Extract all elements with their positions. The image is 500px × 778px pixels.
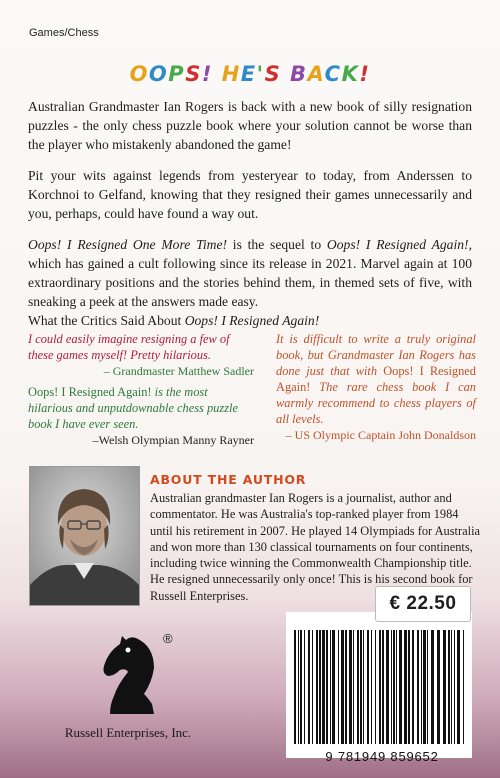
title-letter: S bbox=[185, 62, 202, 86]
barcode-bar bbox=[322, 630, 325, 744]
barcode-bar bbox=[386, 630, 389, 744]
barcode-bar bbox=[338, 630, 339, 744]
barcode-bar bbox=[363, 630, 364, 744]
title-letter bbox=[213, 62, 222, 86]
barcode-bar bbox=[308, 630, 310, 744]
barcode-bar bbox=[448, 630, 450, 744]
title-letter: O bbox=[129, 62, 149, 86]
price-sticker: € 22.50 bbox=[375, 586, 471, 622]
critics-heading-title: Oops! I Resigned Again! bbox=[184, 313, 320, 328]
barcode-bar bbox=[304, 630, 305, 744]
category-label: Games/Chess bbox=[29, 27, 99, 39]
title-letter: O bbox=[148, 62, 169, 86]
barcode-bar bbox=[382, 630, 384, 744]
description-paragraph-1: Australian Grandmaster Ian Rogers is back with a new book of silly resignation puzzles - the only chess puzzle book where your solution cannot be worse than the player who mistakenly abandoned the game! bbox=[28, 99, 472, 152]
barcode-bar bbox=[454, 630, 455, 744]
registered-mark: ® bbox=[163, 631, 173, 646]
title-letter bbox=[281, 62, 290, 86]
barcode-bar bbox=[417, 630, 419, 744]
barcode-bar bbox=[396, 630, 397, 744]
title-letter: A bbox=[307, 62, 325, 86]
barcode-bar bbox=[427, 630, 428, 744]
barcode-bar bbox=[412, 630, 414, 744]
title-letter: ! bbox=[359, 62, 371, 86]
barcode-bar bbox=[437, 630, 440, 744]
quote-donaldson-title: Oops! I Resigned Again! bbox=[276, 364, 476, 394]
barcode-bar bbox=[367, 630, 369, 744]
title-letter: K bbox=[341, 62, 360, 86]
barcode-bar bbox=[375, 630, 376, 744]
barcode-bar bbox=[391, 630, 392, 744]
barcode-bar bbox=[443, 630, 446, 744]
title-letter: C bbox=[324, 62, 342, 86]
barcode-bar bbox=[404, 630, 407, 744]
barcode-bar bbox=[312, 630, 313, 744]
critics-heading bbox=[28, 311, 472, 330]
description-paragraph-3 bbox=[28, 235, 472, 311]
prior-title: Oops! I Resigned Again! bbox=[326, 237, 469, 252]
quote-sadler-attribution: – Grandmaster Matthew Sadler bbox=[103, 364, 254, 378]
barcode-bar bbox=[423, 630, 426, 744]
title-letter: B bbox=[290, 62, 308, 86]
barcode-bar bbox=[371, 630, 372, 744]
quote-sadler bbox=[28, 331, 254, 379]
barcode-bar bbox=[451, 630, 452, 744]
barcode-bar bbox=[341, 630, 344, 744]
barcode-bar bbox=[399, 630, 402, 744]
barcode bbox=[286, 612, 472, 758]
quote-sadler-text: I could easily imagine resigning a few of these games myself! Pretty hilarious. bbox=[28, 332, 230, 362]
title-letter: S bbox=[264, 62, 282, 86]
title-letter: ! bbox=[201, 62, 213, 86]
quote-donaldson-attribution: – US Olympic Captain John Donaldson bbox=[285, 428, 476, 442]
barcode-bar bbox=[319, 630, 321, 744]
critics-heading-lead: What the Critics Said About bbox=[28, 313, 185, 328]
quote-rayner-attribution: –Welsh Olympian Manny Rayner bbox=[92, 433, 254, 447]
barcode-bar bbox=[393, 630, 395, 744]
paragraph-3-connector: is the sequel to bbox=[227, 237, 327, 252]
barcode-bar bbox=[463, 630, 464, 744]
title-letter: H bbox=[221, 62, 241, 86]
barcode-bar bbox=[349, 630, 352, 744]
author-bio: Australian grandmaster Ian Rogers is a journalist, author and commentator. He was Australia's top-ranked player from 1984 until his retirement in 2007. He played 14 Olympiads for Australia and won more than 130 classical tournaments on four continents, including twice winning the Commonwealth Championship title. He resigned unnecessarily only once! This is his second book for Russell Enterprises. bbox=[150, 491, 481, 603]
barcode-bar bbox=[326, 630, 328, 744]
quote-donaldson-text-b: The rare chess book I can warmly recommend to chess players of all levels. bbox=[276, 380, 476, 426]
quote-rayner-title: Oops! I Resigned Again! bbox=[28, 385, 152, 399]
barcode-bar bbox=[408, 630, 410, 744]
publisher-name: Russell Enterprises, Inc. bbox=[64, 725, 192, 740]
barcode-bar bbox=[300, 630, 302, 744]
author-photo bbox=[29, 466, 140, 606]
book-title bbox=[0, 62, 500, 86]
barcode-bar bbox=[353, 630, 354, 744]
title-letter: E bbox=[240, 62, 257, 86]
quote-rayner bbox=[28, 384, 254, 448]
barcode-bar bbox=[294, 630, 296, 744]
barcode-bar bbox=[421, 630, 422, 744]
barcode-bar bbox=[316, 630, 318, 744]
barcode-bar bbox=[332, 630, 335, 744]
about-author-heading: ABOUT THE AUTHOR bbox=[150, 472, 307, 487]
paragraph-3-rest: , which has gained a cult following since its release in 2021. Marvel again at 100 extraordinary positions and the stories behind them, in themed sets of five, with sneaking a peek at the answers made easy. bbox=[28, 237, 472, 309]
quote-donaldson bbox=[276, 331, 476, 443]
knight-logo-icon bbox=[92, 634, 172, 716]
title-letter: ' bbox=[256, 62, 265, 86]
barcode-bar bbox=[457, 630, 460, 744]
barcode-bar bbox=[357, 630, 359, 744]
barcode-bar bbox=[360, 630, 362, 744]
barcode-bars bbox=[286, 612, 472, 752]
description-paragraph-2: Pit your wits against legends from yesteryear to today, from Anderssen to Korchnoi to Gelfand, knowing that they resigned their games unnecessarily and you, perhaps, could have found a way out. bbox=[28, 168, 472, 221]
barcode-bar bbox=[298, 630, 299, 744]
sequel-title: Oops! I Resigned One More Time! bbox=[28, 237, 228, 252]
isbn-number: 9 781949 859652 bbox=[325, 749, 439, 764]
quote-rayner-text: is the most hilarious and unputdownable chess puzzle book I have ever seen. bbox=[28, 385, 238, 431]
title-letter: P bbox=[168, 62, 186, 86]
barcode-bar bbox=[330, 630, 331, 744]
barcode-bar bbox=[379, 630, 381, 744]
quote-donaldson-text-a: It is difficult to write a truly original book, but Grandmaster Ian Rogers has done just that with bbox=[276, 332, 476, 378]
barcode-bar bbox=[345, 630, 347, 744]
barcode-bar bbox=[431, 630, 434, 744]
